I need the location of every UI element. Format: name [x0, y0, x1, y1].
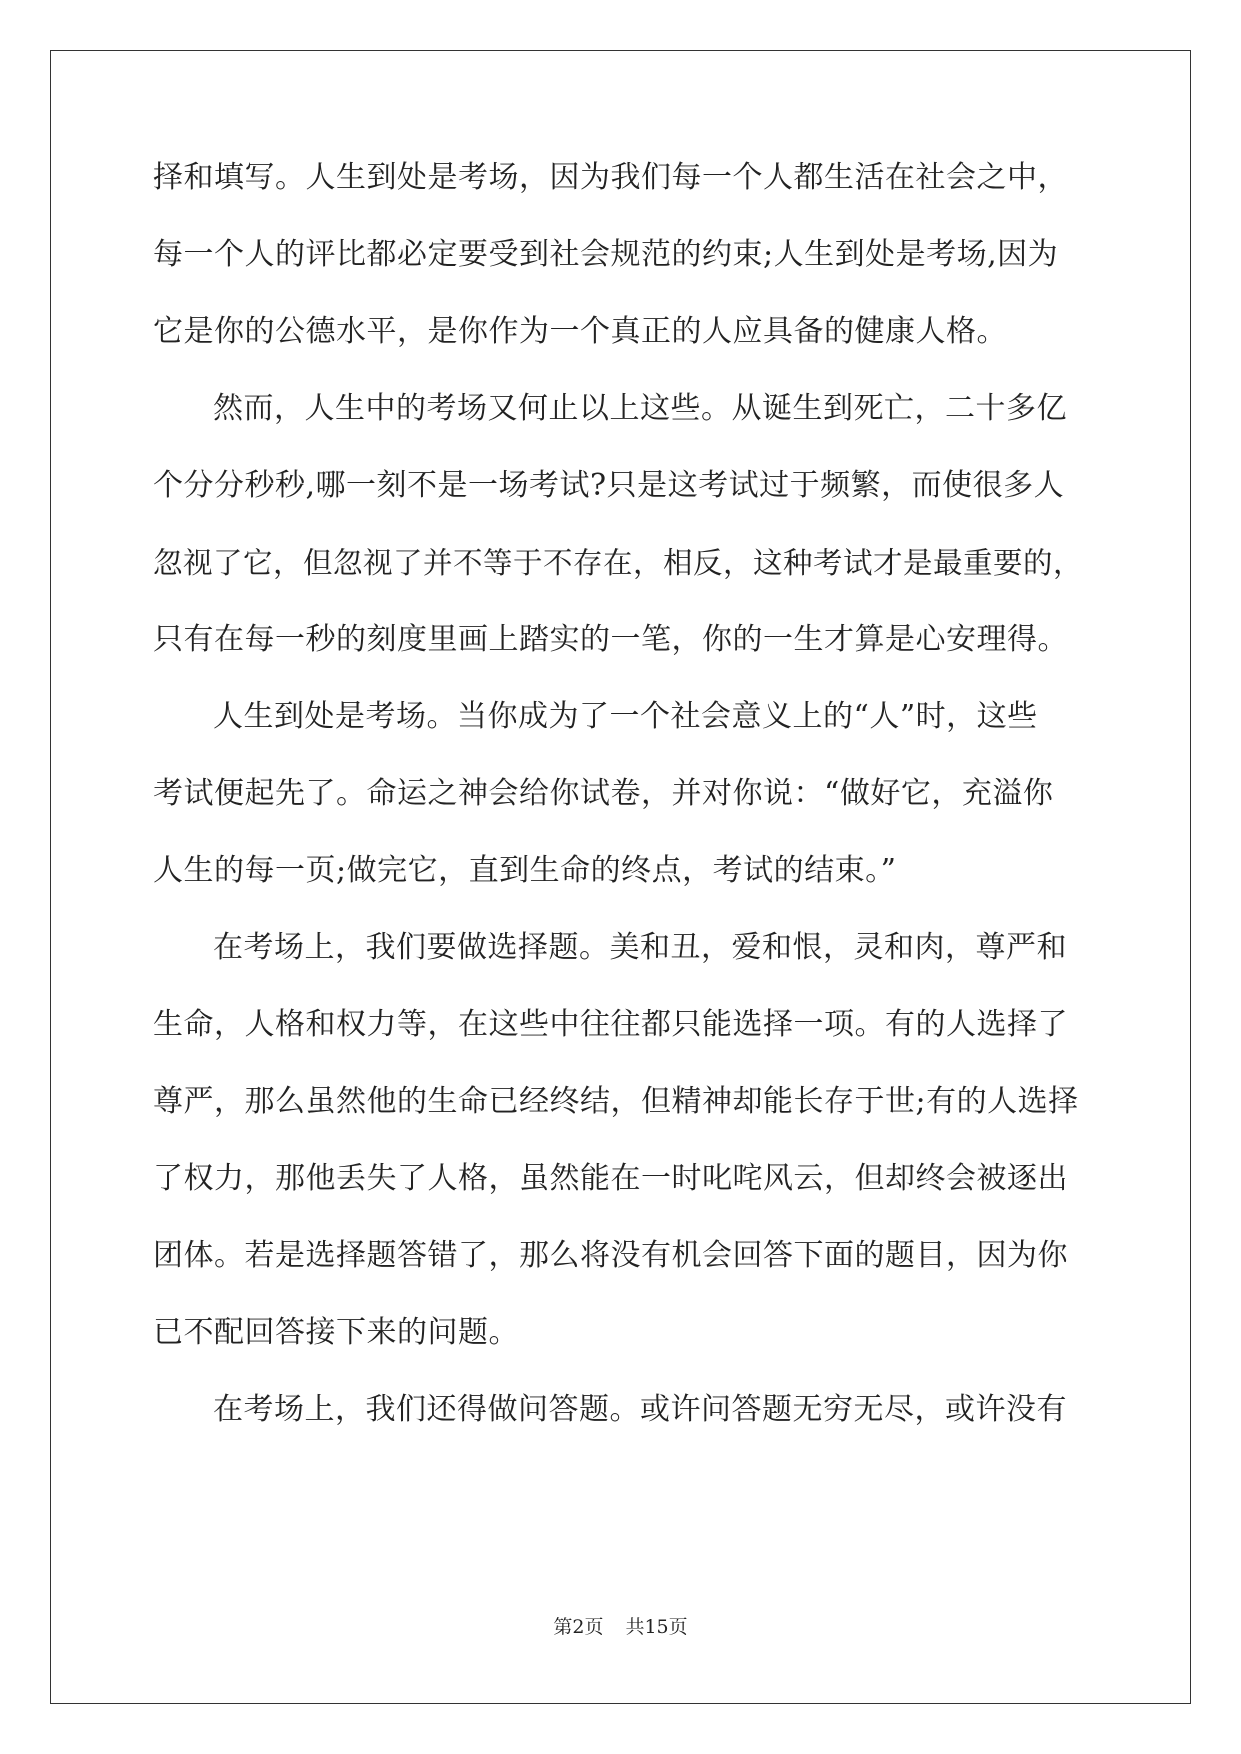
text-line: 生命，人格和权力等，在这些中往往都只能选择一项。有的人选择了 — [153, 1007, 1068, 1042]
page-total: 共15页 — [625, 1616, 688, 1638]
text-line: 已不配回答接下来的问题。 — [153, 1315, 519, 1350]
page-footer — [0, 1612, 1241, 1639]
text-line: 人生到处是考场。当你成为了一个社会意义上的“人”时，这些 — [213, 699, 1038, 734]
text-line: 每一个人的评比都必定要受到社会规范的约束;人生到处是考场,因为 — [153, 237, 1059, 272]
page-number: 第2页 — [553, 1616, 604, 1638]
text-line: 在考场上，我们还得做问答题。或许问答题无穷无尽，或许没有 — [213, 1392, 1067, 1427]
text-line: 了权力，那他丢失了人格，虽然能在一时叱咤风云，但却终会被逐出 — [153, 1161, 1068, 1196]
text-line: 团体。若是选择题答错了，那么将没有机会回答下面的题目，因为你 — [153, 1238, 1068, 1273]
text-line: 在考场上，我们要做选择题。美和丑，爱和恨，灵和肉，尊严和 — [213, 930, 1067, 965]
text-line: 然而，人生中的考场又何止以上这些。从诞生到死亡，二十多亿 — [213, 391, 1067, 426]
text-line: 人生的每一页;做完它，直到生命的终点，考试的结束。” — [153, 853, 897, 888]
text-line: 尊严，那么虽然他的生命已经终结，但精神却能长存于世;有的人选择 — [153, 1084, 1079, 1119]
text-line: 忽视了它，但忽视了并不等于不存在，相反，这种考试才是最重要的， — [153, 546, 1084, 580]
text-line: 择和填写。人生到处是考场，因为我们每一个人都生活在社会之中， — [153, 160, 1068, 195]
text-line: 考试便起先了。命运之神会给你试卷，并对你说：“做好它，充溢你 — [153, 776, 1054, 811]
text-line: 个分分秒秒,哪一刻不是一场考试?只是这考试过于频繁，而使很多人 — [153, 468, 1065, 503]
text-line: 只有在每一秒的刻度里画上踏实的一笔，你的一生才算是心安理得。 — [153, 622, 1068, 657]
text-line: 它是你的公德水平，是你作为一个真正的人应具备的健康人格。 — [153, 314, 1007, 349]
